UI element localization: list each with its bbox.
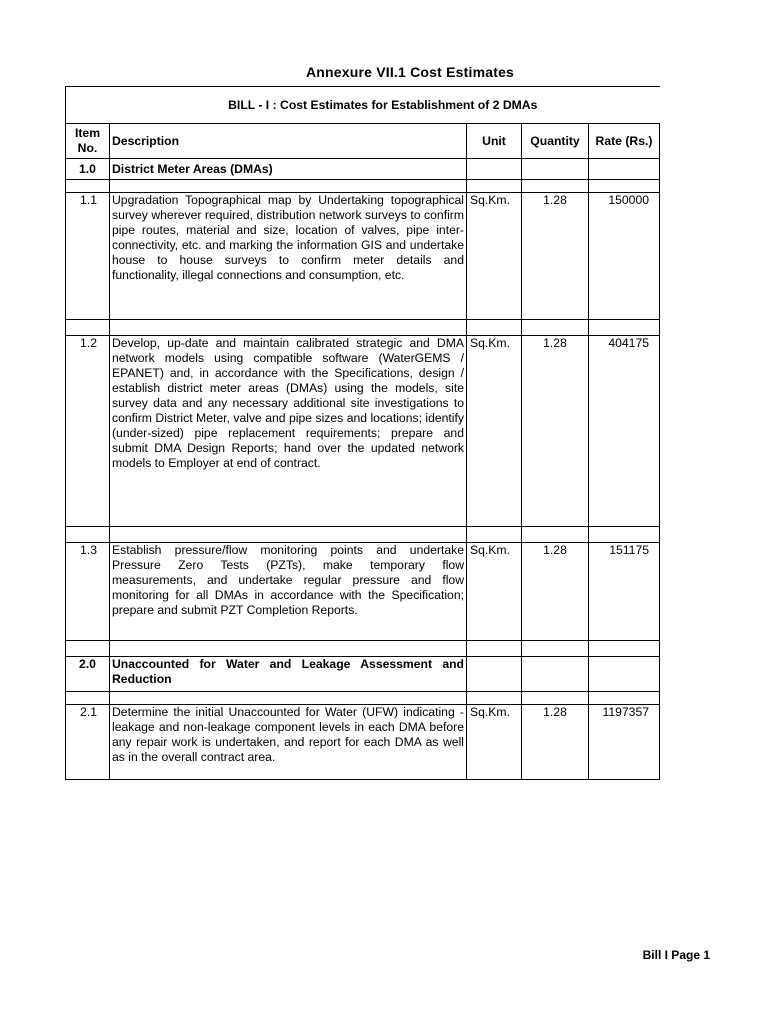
item-unit: Sq.Km. — [467, 543, 522, 641]
document-title: Annexure VII.1 Cost Estimates — [305, 64, 515, 80]
section-row — [66, 657, 660, 692]
item-rate: 151175 — [589, 543, 660, 641]
item-number: 1.1 — [66, 193, 110, 320]
bill-heading: BILL - I : Cost Estimates for Establishment of 2 DMAs — [66, 87, 660, 124]
section-number: 2.0 — [66, 657, 110, 692]
table-row — [66, 336, 660, 527]
item-unit: Sq.Km. — [467, 705, 522, 780]
item-description: Establish pressure/flow monitoring points and undertake Pressure Zero Tests (PZTs), make temporary flow measurements, and undertake regular pressure and flow monitoring for all DMAs in accordance with the Specification; prepare and submit PZT Completion Reports. — [110, 543, 467, 641]
header-item-no: Item No. — [66, 124, 110, 159]
item-quantity: 1.28 — [522, 336, 589, 527]
section-title: Unaccounted for Water and Leakage Assessment and Reduction — [110, 657, 467, 692]
header-quantity: Quantity — [522, 124, 589, 159]
header-unit: Unit — [467, 124, 522, 159]
page-footer: Bill I Page 1 — [642, 948, 710, 962]
item-description: Develop, up-date and maintain calibrated strategic and DMA network models using compatible software (WaterGEMS / EPANET) and, in accordance with the Specifications, design / establish district meter areas (DMAs) using the models, site survey data and any necessary additional site investigations to confirm District Meter, valve and pipe sizes and locations; identify (under-sized) pipe replacement requirements; prepare and submit DMA Design Reports; hand over the updated network models to Employer at end of contract. — [110, 336, 467, 527]
spacer-row — [66, 527, 660, 543]
item-rate: 1197357 — [589, 705, 660, 780]
bill-heading-row — [66, 87, 660, 124]
header-rate: Rate (Rs.) — [589, 124, 660, 159]
item-number: 1.3 — [66, 543, 110, 641]
item-number: 1.2 — [66, 336, 110, 527]
spacer-row — [66, 641, 660, 657]
item-rate: 404175 — [589, 336, 660, 527]
item-unit: Sq.Km. — [467, 193, 522, 320]
table-row — [66, 705, 660, 780]
section-title: District Meter Areas (DMAs) — [110, 159, 467, 180]
item-description: Upgradation Topographical map by Undertaking topographical survey wherever required, distribution network surveys to confirm pipe routes, material and size, location of valves, pipe inter-connectivity, etc. and marking the information GIS and undertake house to house surveys to confirm meter details and functionality, illegal connections and consumption, etc. — [110, 193, 467, 320]
spacer-row — [66, 320, 660, 336]
item-description: Determine the initial Unaccounted for Water (UFW) indicating - leakage and non-leakage component levels in each DMA before any repair work is undertaken, and report for each DMA as well as in the overall contract area. — [110, 705, 467, 780]
spacer-row — [66, 692, 660, 705]
item-number: 2.1 — [66, 705, 110, 780]
item-unit: Sq.Km. — [467, 336, 522, 527]
item-quantity: 1.28 — [522, 193, 589, 320]
header-description: Description — [110, 124, 467, 159]
item-rate: 150000 — [589, 193, 660, 320]
table-row — [66, 543, 660, 641]
table-row — [66, 193, 660, 320]
section-number: 1.0 — [66, 159, 110, 180]
item-quantity: 1.28 — [522, 705, 589, 780]
section-row — [66, 159, 660, 180]
item-quantity: 1.28 — [522, 543, 589, 641]
table-header-row — [66, 124, 660, 159]
spacer-row — [66, 180, 660, 193]
cost-estimate-table — [65, 86, 660, 780]
